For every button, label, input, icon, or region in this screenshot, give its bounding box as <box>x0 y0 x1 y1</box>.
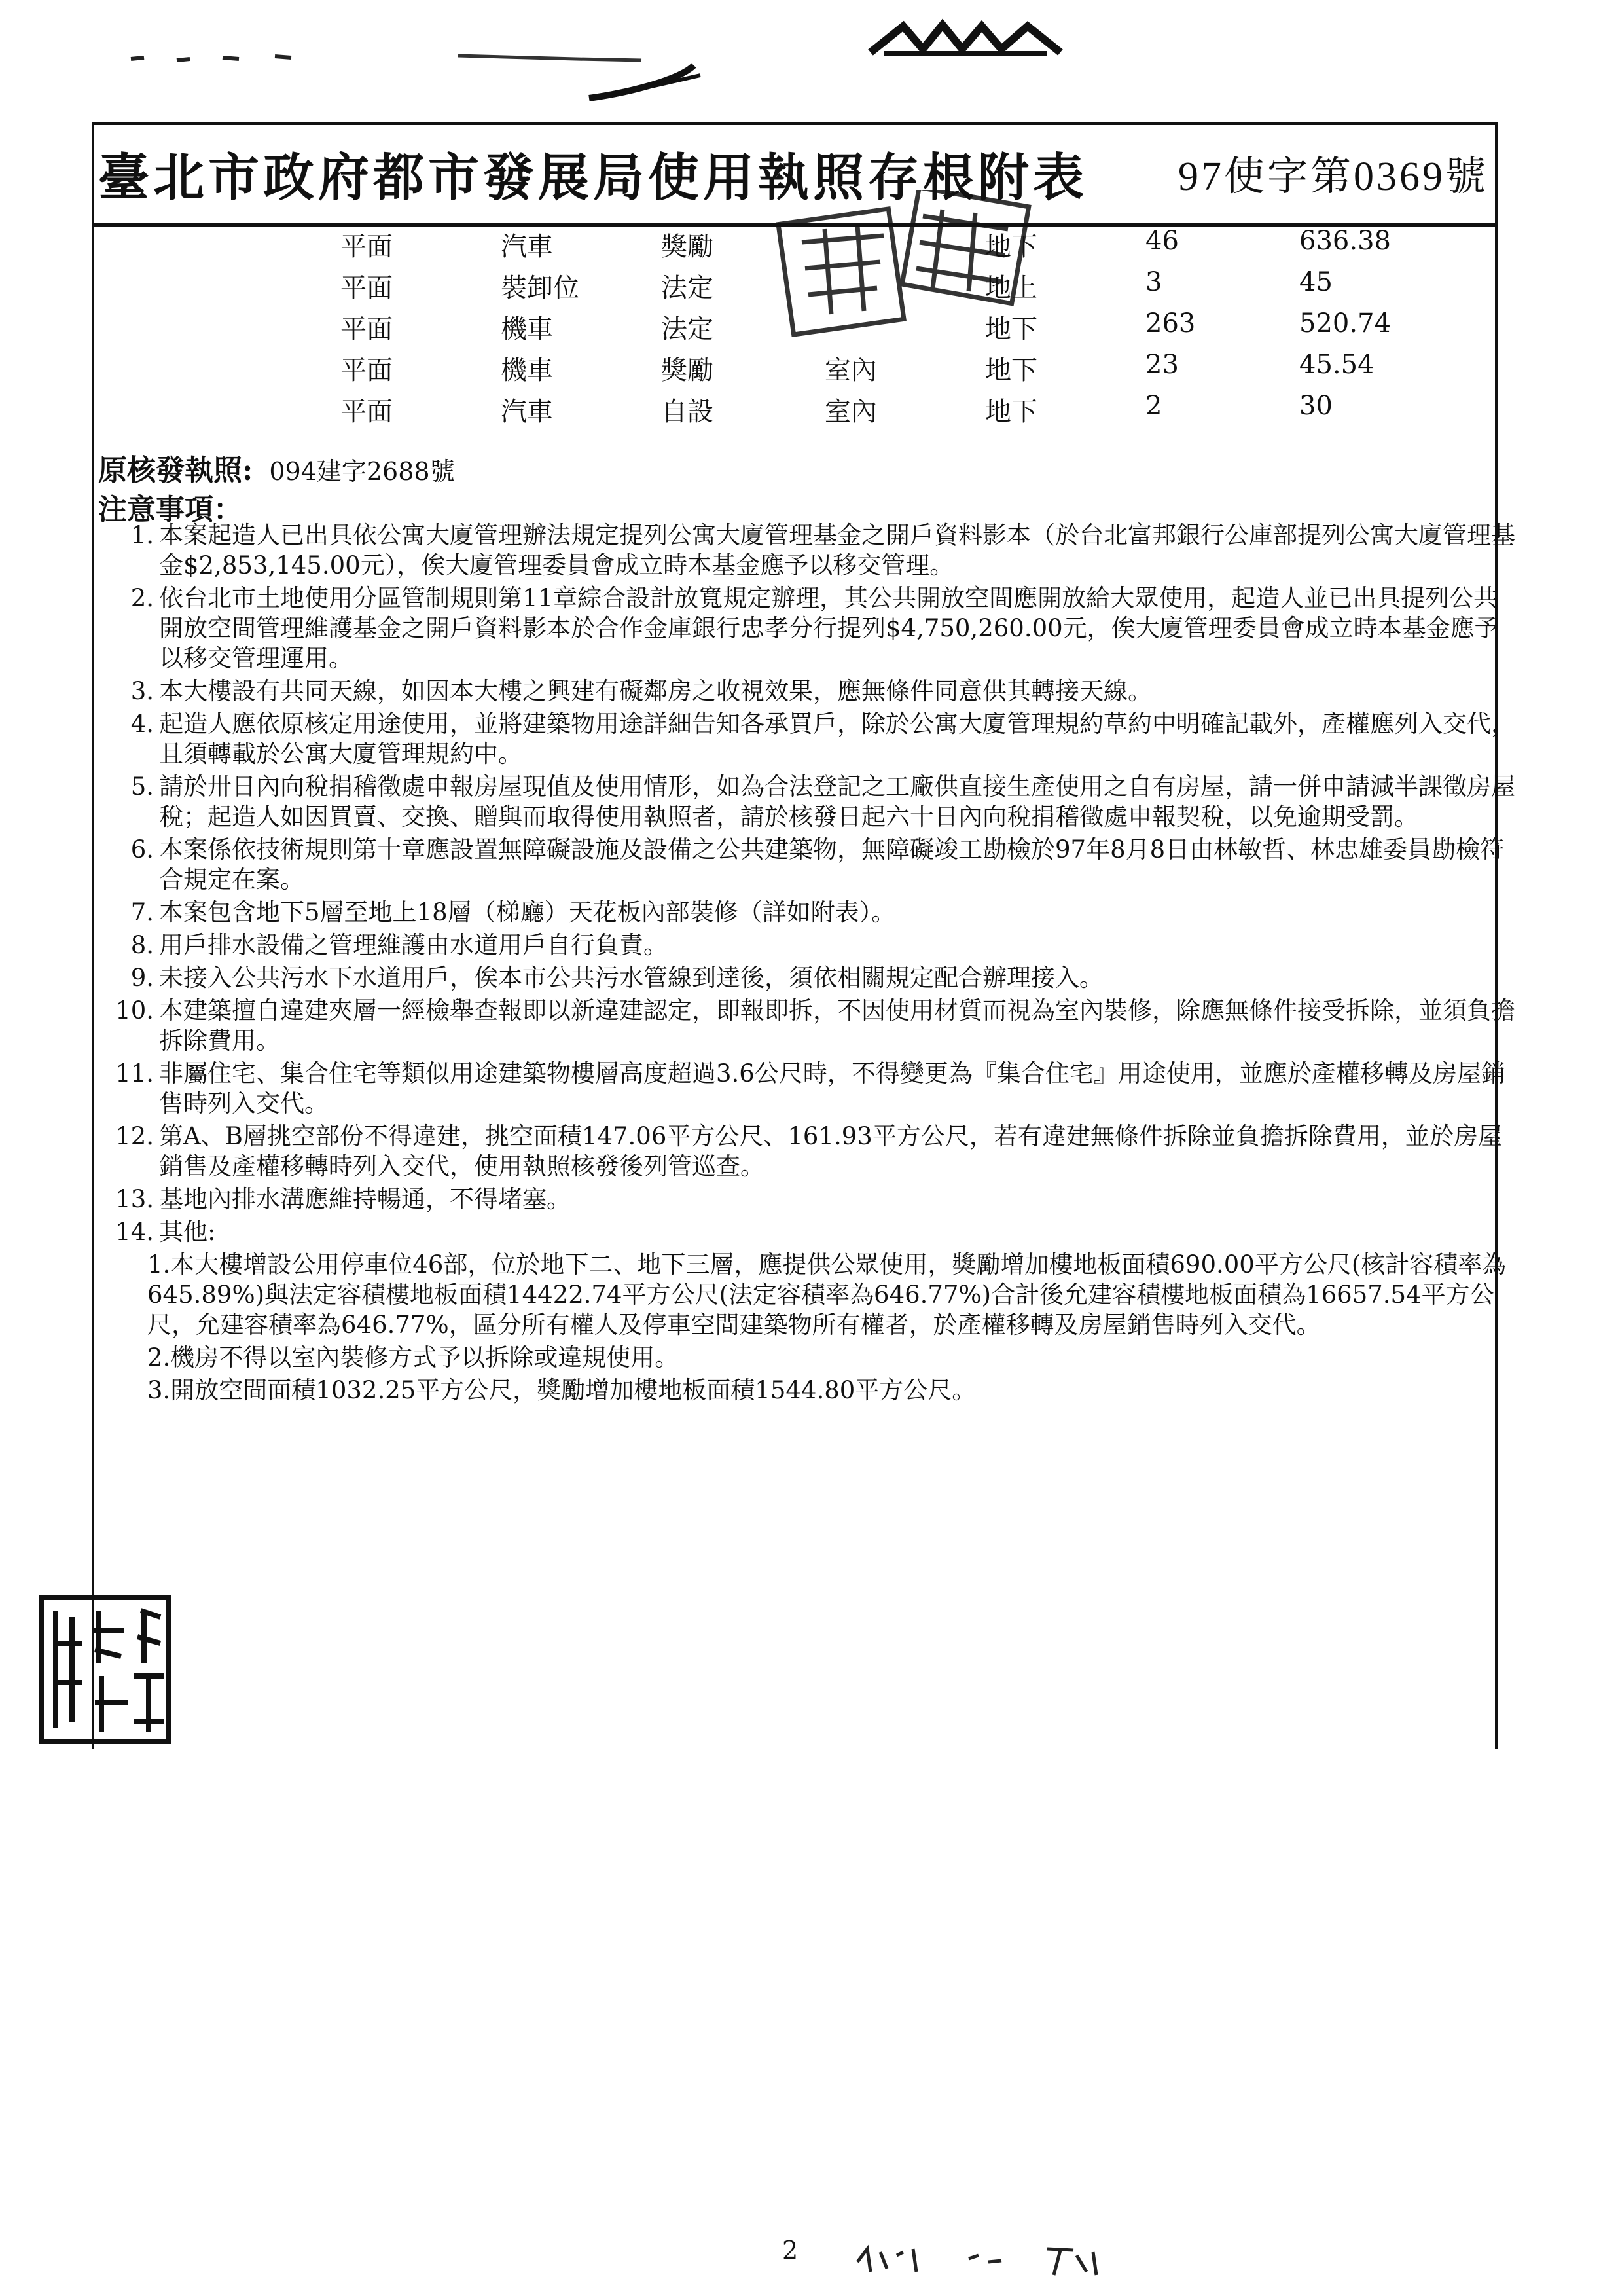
subitem-text: 1.本大樓增設公用停車位46部，位於地下二、地下三層，應提供公眾使用，獎勵增加樓地板面積690.00平方公尺(核計容積率為645.89%)與法定容積樓地板面積14422.74平方公尺(法定容積率為646.77%)合計後允建容積樓地板面積為16657.54平方公尺，允建容積率為646.77%，區分所有權人及停車空間建築物所有權者，於產權移轉及房屋銷售時列入交代。 <box>147 1250 1507 1339</box>
list-item <box>108 1184 1515 1214</box>
list-item <box>108 1059 1515 1119</box>
list-item-text: 非屬住宅、集合住宅等類似用途建築物樓層高度超過3.6公尺時，不得變更為『集合住宅』用途使用，並應於產權移轉及房屋銷售時列入交代。 <box>159 1059 1505 1118</box>
table-cell: 平面 <box>340 232 393 262</box>
table-cell: 263 <box>1145 308 1196 338</box>
list-item-number: 7. <box>130 898 154 926</box>
list-item-text: 本案係依技術規則第十章應設置無障礙設施及設備之公共建築物，無障礙竣工勘檢於97年8月8日由林敏哲、林忠雄委員勘檢符合規定在案。 <box>159 835 1505 894</box>
notes-heading: 注意事項： <box>98 493 242 526</box>
list-item-text: 本案起造人已出具依公寓大廈管理辦法規定提列公寓大廈管理基金之開戶資料影本（於台北富邦銀行公庫部提列公寓大廈管理基金$2,853,145.00元），俟大廈管理委員會成立時本基金應予以移交管理。 <box>159 521 1515 579</box>
table-cell: 地上 <box>985 273 1037 303</box>
list-item <box>108 996 1515 1056</box>
list-item-number: 11. <box>115 1059 154 1087</box>
table-cell: 地下 <box>985 397 1037 427</box>
list-item-number: 13. <box>115 1185 154 1213</box>
list-item-number: 2. <box>130 584 154 612</box>
table-cell: 45.54 <box>1299 350 1375 380</box>
table-cell: 汽車 <box>501 397 553 427</box>
list-item <box>108 520 1515 581</box>
table-cell: 平面 <box>340 273 393 303</box>
list-item-number: 9. <box>130 964 154 992</box>
list-item-number: 1. <box>130 521 154 549</box>
list-item <box>108 930 1515 960</box>
list-item-text: 其他: <box>159 1218 216 1246</box>
list-item-number: 10. <box>115 996 154 1025</box>
table-cell: 平面 <box>340 355 393 386</box>
table-cell: 23 <box>1145 350 1179 380</box>
handwriting-scribble-icon <box>118 13 1100 118</box>
table-cell: 636.38 <box>1299 226 1391 256</box>
table-row <box>340 391 1453 432</box>
page-number: 2 <box>782 2236 799 2265</box>
permit-number: 97使字第0369號 <box>1178 155 1488 199</box>
list-item-number: 14. <box>115 1218 154 1246</box>
table-cell: 機車 <box>501 314 553 344</box>
list-item-text: 基地內排水溝應維持暢通，不得堵塞。 <box>159 1185 571 1213</box>
table-row <box>340 350 1453 391</box>
list-item-number: 4. <box>130 710 154 738</box>
other-subitem <box>108 1376 1515 1406</box>
table-cell: 室內 <box>825 397 877 427</box>
list-item-text: 請於卅日內向稅捐稽徵處申報房屋現值及使用情形，如為合法登記之工廠供直接生產使用之自有房屋，請一併申請減半課徵房屋稅；起造人如因買賣、交換、贈與而取得使用執照者，請於核發日起六十日內向稅捐稽徵處申報契稅，以免逾期受罰。 <box>159 773 1515 831</box>
table-cell: 地下 <box>985 314 1037 344</box>
other-subitem <box>108 1343 1515 1373</box>
list-item <box>108 963 1515 993</box>
table-cell: 汽車 <box>501 232 553 262</box>
list-item <box>108 1121 1515 1182</box>
table-cell: 520.74 <box>1299 308 1391 338</box>
seal-stamp-icon <box>772 190 1034 347</box>
table-cell: 46 <box>1145 226 1179 256</box>
table-cell: 獎勵 <box>661 355 713 386</box>
list-item-text: 第A、B層挑空部份不得違建，挑空面積147.06平方公尺、161.93平方公尺，若有違建無條件拆除並負擔拆除費用，並於房屋銷售及產權移轉時列入交代，使用執照核發後列管巡查。 <box>159 1122 1502 1180</box>
table-cell: 法定 <box>661 273 713 303</box>
table-cell: 30 <box>1299 391 1333 421</box>
list-item-text: 本建築擅自違建夾層一經檢舉查報即以新違建認定，即報即拆，不因使用材質而視為室內裝修，除應無條件接受拆除，並須負擔拆除費用。 <box>159 996 1515 1055</box>
table-cell: 自設 <box>661 397 713 427</box>
list-item <box>108 709 1515 769</box>
original-permit-label: 原核發執照: <box>98 454 253 487</box>
table-cell: 2 <box>1145 391 1162 421</box>
table-cell: 機車 <box>501 355 553 386</box>
table-cell: 3 <box>1145 267 1162 297</box>
list-item-text: 依台北市土地使用分區管制規則第11章綜合設計放寬規定辦理，其公共開放空間應開放給大眾使用，起造人並已出具提列公共開放空間管理維護基金之開戶資料影本於合作金庫銀行忠孝分行提列$4,750,260.00元，俟大廈管理委員會成立時本基金應予以移交管理運用。 <box>159 584 1499 672</box>
list-item <box>108 835 1515 895</box>
table-cell: 地下 <box>985 355 1037 386</box>
list-item-number: 5. <box>130 773 154 801</box>
table-cell: 裝卸位 <box>501 273 579 303</box>
list-item-number: 3. <box>130 677 154 705</box>
list-item-number: 12. <box>115 1122 154 1150</box>
original-permit <box>98 446 455 488</box>
table-cell: 平面 <box>340 397 393 427</box>
list-item-text: 起造人應依原核定用途使用，並將建築物用途詳細告知各承買戶，除於公寓大廈管理規約草約中明確記載外，產權應列入交代，且須轉載於公寓大廈管理規約中。 <box>159 710 1515 768</box>
page-title: 臺北市政府都市發展局使用執照存根附表 <box>98 148 1088 208</box>
list-item <box>108 772 1515 832</box>
table-cell: 獎勵 <box>661 232 713 262</box>
list-item <box>108 898 1515 928</box>
table-cell: 法定 <box>661 314 713 344</box>
original-permit-value: 094建字2688號 <box>269 457 455 486</box>
list-item <box>108 1217 1515 1247</box>
subitem-text: 2.機房不得以室內裝修方式予以拆除或違規使用。 <box>147 1343 679 1372</box>
list-item-text: 未接入公共污水下水道用戶，俟本市公共污水管線到達後，須依相關規定配合辦理接入。 <box>159 964 1104 992</box>
subitem-text: 3.開放空間面積1032.25平方公尺，獎勵增加樓地板面積1544.80平方公尺。 <box>147 1376 977 1404</box>
list-item-text: 本大樓設有共同天線，如因本大樓之興建有礙鄰房之收視效果，應無條件同意供其轉接天線。 <box>159 677 1152 705</box>
other-subitem <box>108 1250 1515 1340</box>
table-cell: 平面 <box>340 314 393 344</box>
notes-list <box>108 520 1515 1408</box>
list-item <box>108 583 1515 674</box>
list-item-text: 本案包含地下5層至地上18層（梯廳）天花板內部裝修（詳如附表）。 <box>159 898 896 926</box>
table-cell: 地下 <box>985 232 1037 262</box>
list-item-text: 用戶排水設備之管理維護由水道用戶自行負責。 <box>159 931 668 959</box>
table-cell: 45 <box>1299 267 1333 297</box>
seal-stamp-icon <box>36 1591 173 1748</box>
handwriting-scribble-icon <box>851 2236 1126 2282</box>
list-item-number: 6. <box>130 835 154 864</box>
list-item <box>108 676 1515 706</box>
list-item-number: 8. <box>130 931 154 959</box>
table-cell: 室內 <box>825 355 877 386</box>
